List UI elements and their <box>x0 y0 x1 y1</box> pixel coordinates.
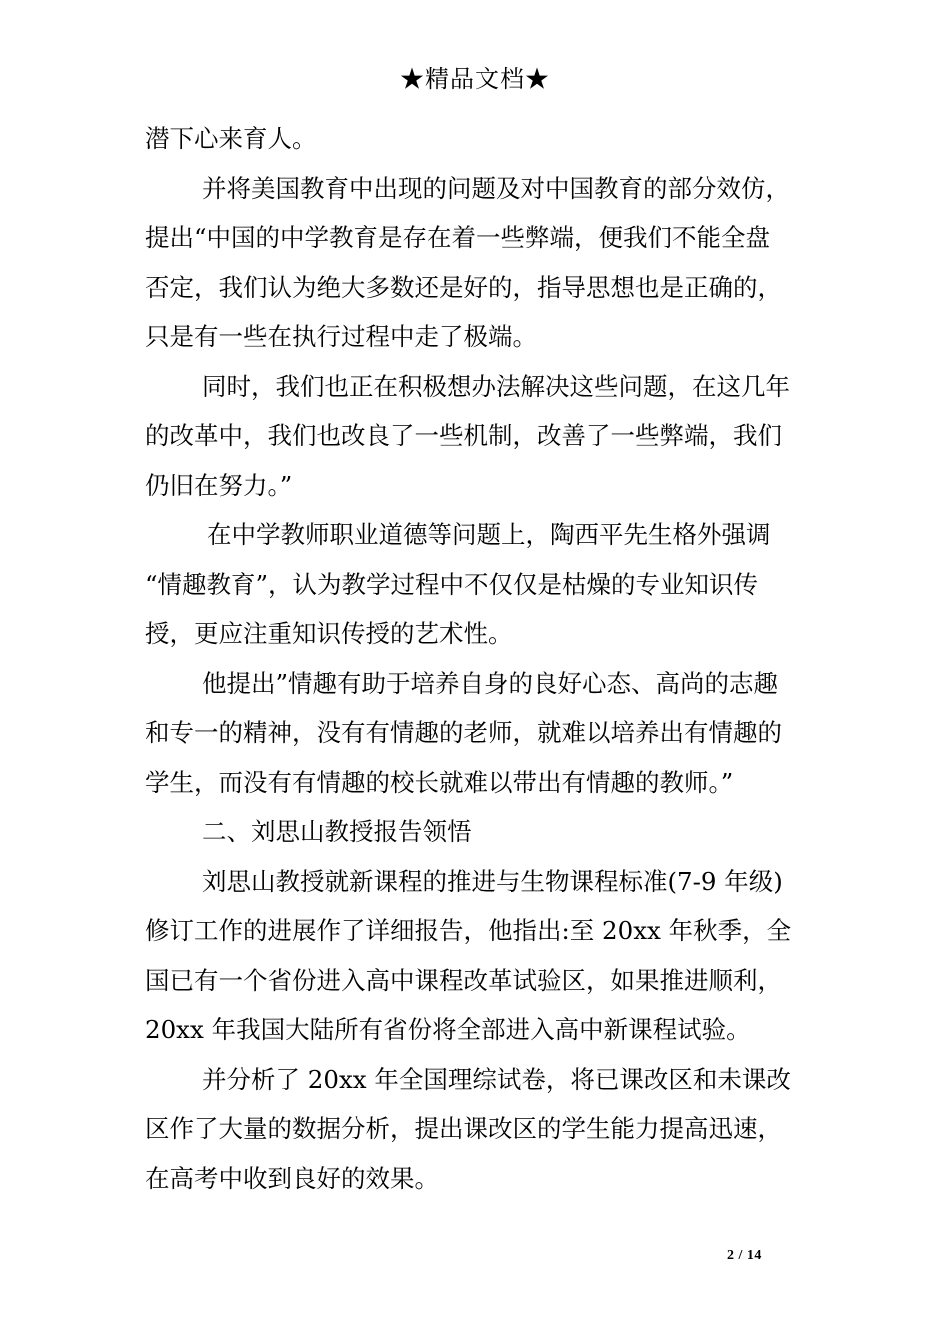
text-line: 并将美国教育中出现的问题及对中国教育的部分效仿， <box>202 173 790 203</box>
section-heading: 二、刘思山教授报告领悟 <box>202 817 472 846</box>
text-line: 的改革中，我们也改良了一些机制，改善了一些弊端，我们 <box>145 421 782 450</box>
text-line: 他提出”情趣有助于培养自身的良好心态、高尚的志趣 <box>202 668 779 698</box>
text-line: 国已有一个省份进入高中课程改革试验区，如果推进顺利， <box>145 965 782 995</box>
text-line: 修订工作的进展作了详细报告，他指出:至 20xx 年秋季，全 <box>145 916 792 945</box>
page-header: ★精品文档★ <box>400 65 550 93</box>
text-line: 仍旧在努力。” <box>145 470 293 500</box>
text-line: “情趣教育”，认为教学过程中不仅仅是枯燥的专业知识传 <box>145 569 759 599</box>
text-line: 在中学教师职业道德等问题上，陶西平先生格外强调 <box>207 520 771 549</box>
text-line: 同时，我们也正在积极想办法解决这些问题，在这几年 <box>202 371 790 401</box>
text-line: 在高考中收到良好的效果。 <box>145 1163 439 1193</box>
page-number: 2 / 14 <box>727 1248 762 1263</box>
text-line: 和专一的精神，没有有情趣的老师，就难以培养出有情趣的 <box>145 718 782 747</box>
text-line: 并分析了 20xx 年全国理综试卷，将已课改区和未课改 <box>202 1064 791 1094</box>
text-line: 区作了大量的数据分析，提出课改区的学生能力提高迅速， <box>145 1114 782 1143</box>
text-line: 刘思山教授就新课程的推进与生物课程标准(7-9 年级) <box>202 866 783 896</box>
text-line: 否定，我们认为绝大多数还是好的，指导思想也是正确的， <box>145 272 782 302</box>
text-line: 学生，而没有有情趣的校长就难以带出有情趣的教师。” <box>145 767 734 797</box>
text-line: 授，更应注重知识传授的艺术性。 <box>145 619 513 648</box>
text-line: 提出“中国的中学教育是存在着一些弊端，便我们不能全盘 <box>145 223 771 252</box>
document-body <box>145 114 813 1203</box>
text-line: 潜下心来育人。 <box>145 124 317 153</box>
text-line: 只是有一些在执行过程中走了极端。 <box>145 322 537 351</box>
text-line: 20xx 年我国大陆所有省份将全部进入高中新课程试验。 <box>145 1015 751 1044</box>
